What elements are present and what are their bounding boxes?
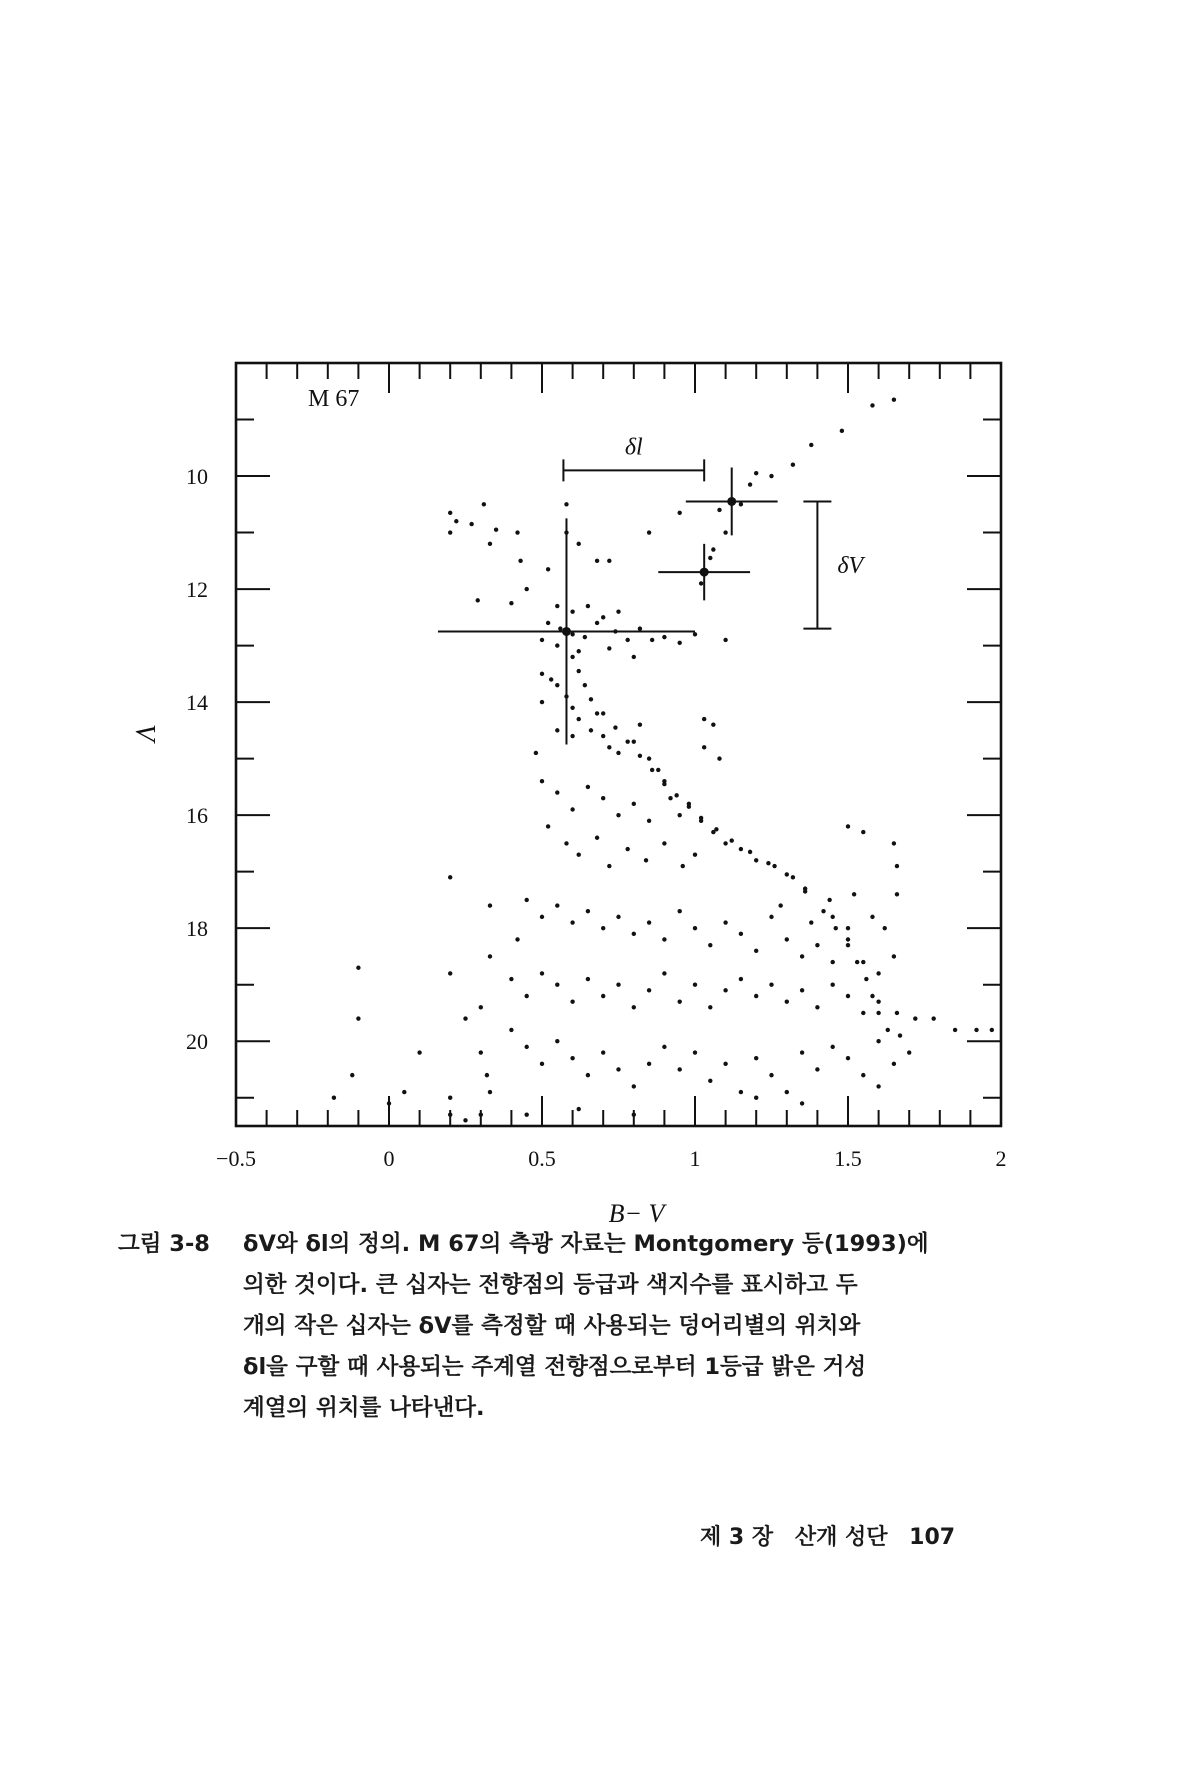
y-tick-label: 20 (186, 1029, 208, 1055)
star-point (632, 932, 636, 936)
star-point (525, 1045, 529, 1049)
star-point (555, 983, 559, 987)
star-point (570, 1056, 574, 1060)
star-point (638, 626, 642, 630)
star-point (476, 598, 480, 602)
star-point (785, 1090, 789, 1094)
star-point (555, 643, 559, 647)
star-point (586, 785, 590, 789)
star-point (632, 1084, 636, 1088)
star-point (601, 1050, 605, 1054)
star-point (583, 635, 587, 639)
star-point (723, 1062, 727, 1066)
y-tick-label: 12 (186, 577, 208, 603)
star-point (913, 1016, 917, 1020)
star-point (693, 983, 697, 987)
page-footer (700, 1520, 1000, 1551)
star-point (852, 892, 856, 896)
star-point (570, 920, 574, 924)
star-point (509, 601, 513, 605)
star-point (723, 920, 727, 924)
star-point (711, 547, 715, 551)
star-point (540, 971, 544, 975)
star-point (558, 626, 562, 630)
star-point (644, 858, 648, 862)
star-point (772, 864, 776, 868)
star-point (723, 530, 727, 534)
star-point (870, 403, 874, 407)
star-point (723, 988, 727, 992)
star-point (870, 994, 874, 998)
delta-v-label: δV (837, 553, 864, 580)
star-point (647, 819, 651, 823)
star-point (534, 751, 538, 755)
star-point (766, 861, 770, 865)
cross-center-small-lower (700, 568, 709, 577)
star-point (754, 1096, 758, 1100)
star-point (555, 728, 559, 732)
star-point (607, 745, 611, 749)
star-point (754, 858, 758, 862)
star-point (861, 960, 865, 964)
star-point (708, 943, 712, 947)
star-point (827, 898, 831, 902)
star-point (616, 813, 620, 817)
star-point (886, 1028, 890, 1032)
cross-center-small-upper (727, 497, 736, 506)
star-point (616, 983, 620, 987)
star-point (647, 988, 651, 992)
star-point (577, 669, 581, 673)
star-point (876, 999, 880, 1003)
star-point (990, 1028, 994, 1032)
x-tick-label: 1.5 (834, 1146, 862, 1171)
star-point (570, 632, 574, 636)
star-point (448, 530, 452, 534)
star-point (488, 1090, 492, 1094)
star-point (540, 638, 544, 642)
star-point (785, 872, 789, 876)
star-point (525, 994, 529, 998)
star-point (699, 581, 703, 585)
star-point (570, 807, 574, 811)
star-point (730, 838, 734, 842)
star-point (809, 920, 813, 924)
star-point (800, 1050, 804, 1054)
star-point (570, 706, 574, 710)
star-point (350, 1073, 354, 1077)
star-point (678, 511, 682, 515)
star-point (577, 853, 581, 857)
star-point (895, 892, 899, 896)
star-point (754, 949, 758, 953)
star-point (595, 836, 599, 840)
star-point (570, 655, 574, 659)
star-point (681, 864, 685, 868)
star-point (555, 683, 559, 687)
star-point (791, 463, 795, 467)
caption-text (243, 1224, 998, 1429)
star-point (892, 841, 896, 845)
star-point (613, 725, 617, 729)
star-point (607, 864, 611, 868)
star-point (448, 1096, 452, 1100)
figure-caption (118, 1224, 998, 1429)
star-point (650, 638, 654, 642)
star-point (754, 1056, 758, 1060)
star-point (815, 943, 819, 947)
star-point (570, 609, 574, 613)
star-point (586, 909, 590, 913)
star-point (723, 638, 727, 642)
star-point (540, 779, 544, 783)
star-point (448, 971, 452, 975)
star-point (693, 853, 697, 857)
caption-line: δl을 구할 때 사용되는 주계열 전향점으로부터 1등급 밝은 거성 (243, 1354, 867, 1380)
star-point (748, 482, 752, 486)
star-point (907, 1050, 911, 1054)
star-point (625, 638, 629, 642)
star-point (678, 641, 682, 645)
star-point (693, 632, 697, 636)
star-point (607, 559, 611, 563)
star-point (525, 1112, 529, 1116)
figure-label: 그림 3-8 (118, 1231, 210, 1257)
star-point (831, 960, 835, 964)
star-point (769, 915, 773, 919)
star-point (699, 816, 703, 820)
star-point (831, 915, 835, 919)
star-point (577, 1107, 581, 1111)
star-point (595, 711, 599, 715)
y-axis-label: V (129, 723, 160, 742)
star-point (876, 1084, 880, 1088)
x-tick-label: 0 (383, 1146, 395, 1171)
x-tick-label: −0.5 (216, 1146, 256, 1171)
star-point (840, 429, 844, 433)
star-point (577, 542, 581, 546)
star-point (479, 1112, 483, 1116)
star-point (332, 1096, 336, 1100)
star-point (546, 824, 550, 828)
star-point (846, 1056, 850, 1060)
star-point (834, 926, 838, 930)
star-point (861, 1011, 865, 1015)
star-point (570, 734, 574, 738)
star-point (546, 621, 550, 625)
star-point (662, 1045, 666, 1049)
star-point (895, 1011, 899, 1015)
star-point (846, 994, 850, 998)
star-point (815, 1067, 819, 1071)
star-point (570, 999, 574, 1003)
cross-center-turnoff (562, 627, 571, 636)
star-point (855, 960, 859, 964)
star-point (846, 937, 850, 941)
star-point (616, 751, 620, 755)
caption-line: 계열의 위치를 나타낸다. (243, 1395, 485, 1421)
star-point (876, 971, 880, 975)
star-point (525, 587, 529, 591)
star-point (632, 1005, 636, 1009)
star-point (769, 983, 773, 987)
star-point (650, 768, 654, 772)
chapter-number: 제 3 장 (700, 1525, 774, 1550)
star-point (485, 1073, 489, 1077)
star-point (754, 471, 758, 475)
star-point (723, 841, 727, 845)
caption-line: 개의 작은 십자는 δV를 측정할 때 사용되는 덩어리별의 위치와 (243, 1313, 861, 1339)
star-point (674, 793, 678, 797)
star-point (815, 1005, 819, 1009)
star-point (662, 635, 666, 639)
star-point (769, 474, 773, 478)
star-point (546, 567, 550, 571)
star-point (632, 802, 636, 806)
star-point (974, 1028, 978, 1032)
star-point (708, 1079, 712, 1083)
star-point (647, 920, 651, 924)
star-point (662, 841, 666, 845)
star-point (662, 937, 666, 941)
star-point (454, 519, 458, 523)
star-point (525, 898, 529, 902)
caption-line: 의한 것이다. 큰 십자는 전향점의 등급과 색지수를 표시하고 두 (243, 1272, 858, 1298)
star-point (831, 983, 835, 987)
star-point (739, 1090, 743, 1094)
star-point (463, 1118, 467, 1122)
star-point (540, 1062, 544, 1066)
star-point (448, 1112, 452, 1116)
star-point (638, 723, 642, 727)
y-tick-label: 18 (186, 916, 208, 942)
star-point (883, 926, 887, 930)
star-point (479, 1005, 483, 1009)
star-point (953, 1028, 957, 1032)
star-point (739, 977, 743, 981)
star-point (607, 646, 611, 650)
star-point (785, 999, 789, 1003)
star-point (479, 1050, 483, 1054)
star-point (632, 1112, 636, 1116)
star-point (583, 683, 587, 687)
star-point (555, 604, 559, 608)
star-point (356, 966, 360, 970)
star-point (656, 768, 660, 772)
star-point (577, 717, 581, 721)
star-point (625, 847, 629, 851)
star-point (555, 1039, 559, 1043)
star-point (846, 943, 850, 947)
x-tick-label: 1 (689, 1146, 701, 1171)
star-point (803, 889, 807, 893)
chapter-title: 산개 성단 (794, 1525, 888, 1550)
star-point (647, 530, 651, 534)
star-point (678, 813, 682, 817)
star-point (595, 559, 599, 563)
star-point (448, 511, 452, 515)
star-point (864, 977, 868, 981)
star-point (518, 559, 522, 563)
star-point (601, 711, 605, 715)
star-point (616, 1067, 620, 1071)
star-point (616, 609, 620, 613)
star-point (509, 1028, 513, 1032)
y-tick-label: 16 (186, 803, 208, 829)
star-point (702, 745, 706, 749)
star-point (482, 502, 486, 506)
star-point (586, 1073, 590, 1077)
star-point (387, 1101, 391, 1105)
star-point (717, 508, 721, 512)
caption-line: δV와 δl의 정의. M 67의 측광 자료는 Montgomery 등(1993)에 (243, 1231, 929, 1257)
star-point (647, 756, 651, 760)
star-point (515, 937, 519, 941)
star-point (800, 1101, 804, 1105)
star-point (791, 875, 795, 879)
page-number: 107 (909, 1525, 956, 1550)
star-point (892, 398, 896, 402)
star-point (601, 926, 605, 930)
star-point (931, 1016, 935, 1020)
star-point (488, 954, 492, 958)
star-point (509, 977, 513, 981)
star-point (488, 903, 492, 907)
star-point (417, 1050, 421, 1054)
star-point (785, 937, 789, 941)
star-point (846, 824, 850, 828)
x-axis-label: B− V (608, 1199, 665, 1228)
star-point (564, 502, 568, 506)
star-point (717, 756, 721, 760)
star-point (601, 615, 605, 619)
star-point (577, 649, 581, 653)
star-point (846, 926, 850, 930)
star-point (708, 556, 712, 560)
star-point (702, 717, 706, 721)
star-point (515, 530, 519, 534)
star-point (800, 954, 804, 958)
y-tick-label: 14 (186, 690, 208, 716)
star-point (638, 754, 642, 758)
star-point (754, 994, 758, 998)
star-point (821, 909, 825, 913)
panel-label: M 67 (308, 386, 360, 412)
star-point (647, 1062, 651, 1066)
star-point (586, 977, 590, 981)
star-point (540, 700, 544, 704)
star-point (714, 827, 718, 831)
y-tick-label: 10 (186, 464, 208, 490)
star-point (469, 522, 473, 526)
star-point (625, 739, 629, 743)
star-point (586, 604, 590, 608)
star-point (678, 999, 682, 1003)
star-point (800, 988, 804, 992)
star-point (769, 1073, 773, 1077)
star-point (861, 830, 865, 834)
star-point (831, 1045, 835, 1049)
star-point (540, 915, 544, 919)
star-point (595, 621, 599, 625)
star-point (711, 723, 715, 727)
star-point (668, 796, 672, 800)
star-point (356, 1016, 360, 1020)
star-point (739, 847, 743, 851)
star-point (739, 502, 743, 506)
star-point (739, 932, 743, 936)
star-point (494, 528, 498, 532)
star-point (687, 804, 691, 808)
star-point (540, 672, 544, 676)
star-point (876, 1011, 880, 1015)
star-point (778, 903, 782, 907)
star-point (708, 1005, 712, 1009)
x-tick-label: 2 (995, 1146, 1007, 1171)
star-point (662, 782, 666, 786)
star-point (601, 734, 605, 738)
star-point (892, 1062, 896, 1066)
star-point (693, 1050, 697, 1054)
star-point (861, 1073, 865, 1077)
star-point (549, 677, 553, 681)
star-point (601, 796, 605, 800)
star-point (601, 994, 605, 998)
star-point (748, 850, 752, 854)
star-point (564, 841, 568, 845)
star-point (555, 790, 559, 794)
star-point (870, 915, 874, 919)
star-point (488, 542, 492, 546)
star-point (555, 903, 559, 907)
star-point (589, 728, 593, 732)
x-tick-label: 0.5 (528, 1146, 556, 1171)
star-point (448, 875, 452, 879)
star-point (876, 1039, 880, 1043)
star-point (678, 909, 682, 913)
plot-frame (236, 363, 1001, 1126)
star-point (632, 655, 636, 659)
star-point (662, 971, 666, 975)
star-point (463, 1016, 467, 1020)
delta-l-label: δl (624, 434, 643, 461)
star-point (678, 1067, 682, 1071)
star-point (892, 954, 896, 958)
star-point (589, 697, 593, 701)
star-point (632, 739, 636, 743)
star-point (616, 915, 620, 919)
star-point (809, 443, 813, 447)
star-point (898, 1033, 902, 1037)
star-point (693, 926, 697, 930)
star-point (895, 864, 899, 868)
star-point (402, 1090, 406, 1094)
